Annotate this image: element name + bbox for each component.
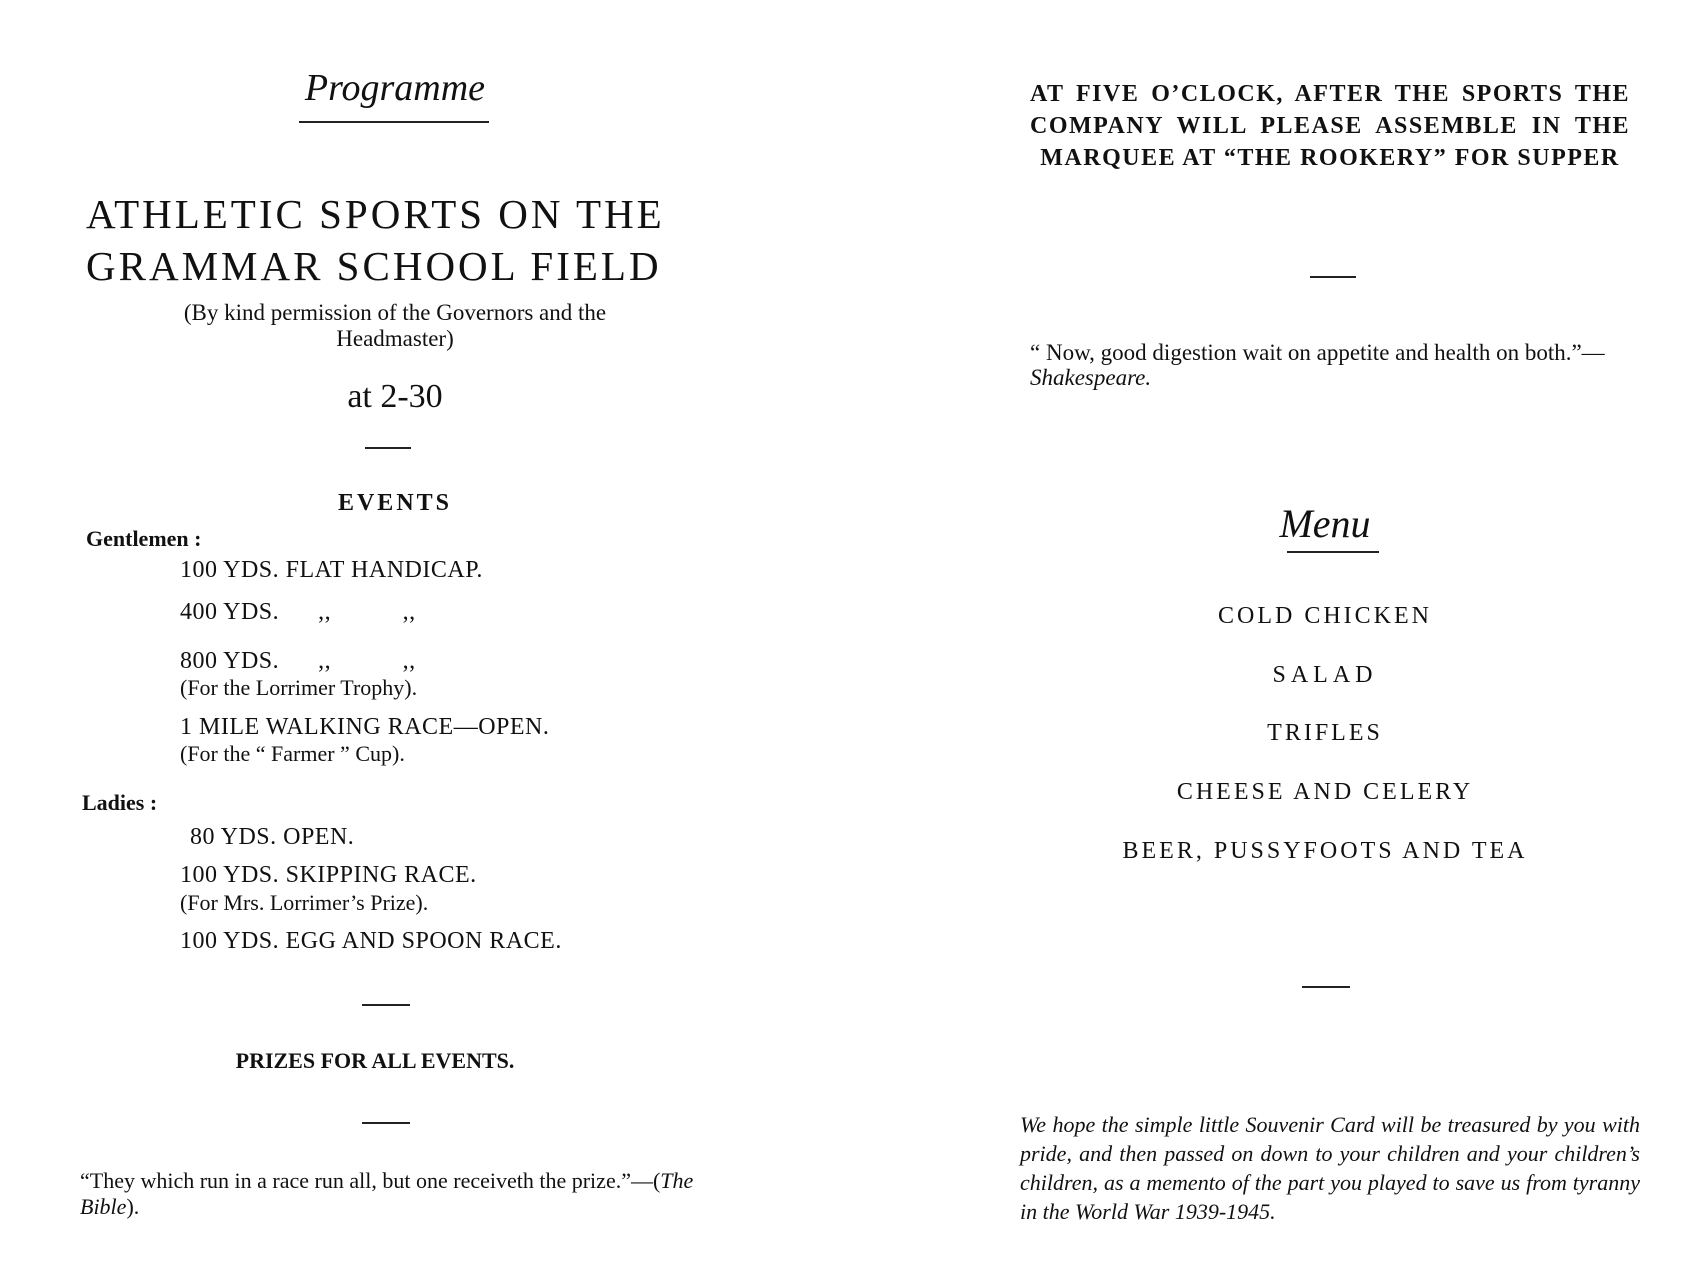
bible-quote bbox=[80, 1168, 700, 1220]
event-item: 400 YDS. ,, ,, bbox=[180, 599, 416, 625]
quote-text: “They which run in a race run all, but one receiveth the prize.”—( bbox=[80, 1168, 661, 1193]
event-item: 1 MILE WALKING RACE—OPEN. bbox=[180, 714, 550, 740]
events-heading: EVENTS bbox=[337, 490, 453, 516]
programme-page bbox=[0, 0, 780, 1274]
ladies-label: Ladies : bbox=[82, 790, 158, 815]
gentlemen-label: Gentlemen : bbox=[86, 526, 202, 551]
programme-title: Programme bbox=[304, 67, 486, 109]
event-item: 800 YDS. ,, ,, bbox=[180, 648, 416, 674]
menu-item: SALAD bbox=[1272, 662, 1378, 688]
menu-item: COLD CHICKEN bbox=[1218, 603, 1432, 629]
event-item: 100 YDS. EGG AND SPOON RACE. bbox=[180, 928, 562, 954]
event-item: 80 YDS. OPEN. bbox=[190, 824, 355, 850]
supper-announcement: AT FIVE O’CLOCK, AFTER THE SPORTS THE COMPANY WILL PLEASE ASSEMBLE IN THE MARQUEE AT “THE ROOKERY” FOR SUPPER bbox=[1030, 81, 1630, 171]
quote-end: ). bbox=[126, 1194, 140, 1219]
menu-item: CHEESE AND CELERY bbox=[1176, 779, 1474, 805]
event-note: (For Mrs. Lorrimer’s Prize). bbox=[180, 890, 429, 915]
quote-source: Shakespeare. bbox=[1030, 365, 1152, 390]
menu-title: Menu bbox=[1279, 501, 1371, 546]
heading-line-1: ATHLETIC SPORTS ON THE bbox=[86, 191, 665, 237]
menu-page bbox=[980, 0, 1707, 1274]
divider bbox=[1310, 276, 1356, 278]
quote-source: The Bible bbox=[80, 1168, 694, 1219]
heading-line-2: GRAMMAR SCHOOL FIELD bbox=[86, 243, 662, 289]
divider bbox=[365, 447, 411, 449]
shakespeare-quote bbox=[1030, 340, 1650, 390]
start-time: at 2-30 bbox=[347, 378, 443, 415]
divider bbox=[362, 1004, 410, 1006]
event-note: (For the Lorrimer Trophy). bbox=[180, 675, 418, 700]
souvenir-message: We hope the simple little Souvenir Card will be treasured by you with pride, and then passed on down to your children and your children’s children, as a memento of the part you played to save us from tyranny in the World War 1939-1945. bbox=[1020, 1112, 1640, 1224]
event-item: 100 YDS. SKIPPING RACE. bbox=[180, 862, 477, 888]
event-note: (For the “ Farmer ” Cup). bbox=[180, 741, 405, 766]
divider bbox=[1302, 986, 1350, 988]
menu-item: BEER, PUSSYFOOTS AND TEA bbox=[1122, 838, 1528, 864]
event-item: 100 YDS. FLAT HANDICAP. bbox=[180, 557, 483, 583]
permission-text: (By kind permission of the Governors and the Headmaster) bbox=[183, 300, 607, 351]
divider bbox=[362, 1122, 410, 1124]
quote-text: “ Now, good digestion wait on appetite and health on both.”— bbox=[1030, 340, 1605, 365]
menu-title-underline bbox=[1287, 551, 1379, 553]
title-underline bbox=[299, 121, 489, 123]
permission-note bbox=[0, 300, 790, 352]
menu-item: TRIFLES bbox=[1267, 720, 1383, 746]
prizes-note: PRIZES FOR ALL EVENTS. bbox=[235, 1048, 515, 1073]
